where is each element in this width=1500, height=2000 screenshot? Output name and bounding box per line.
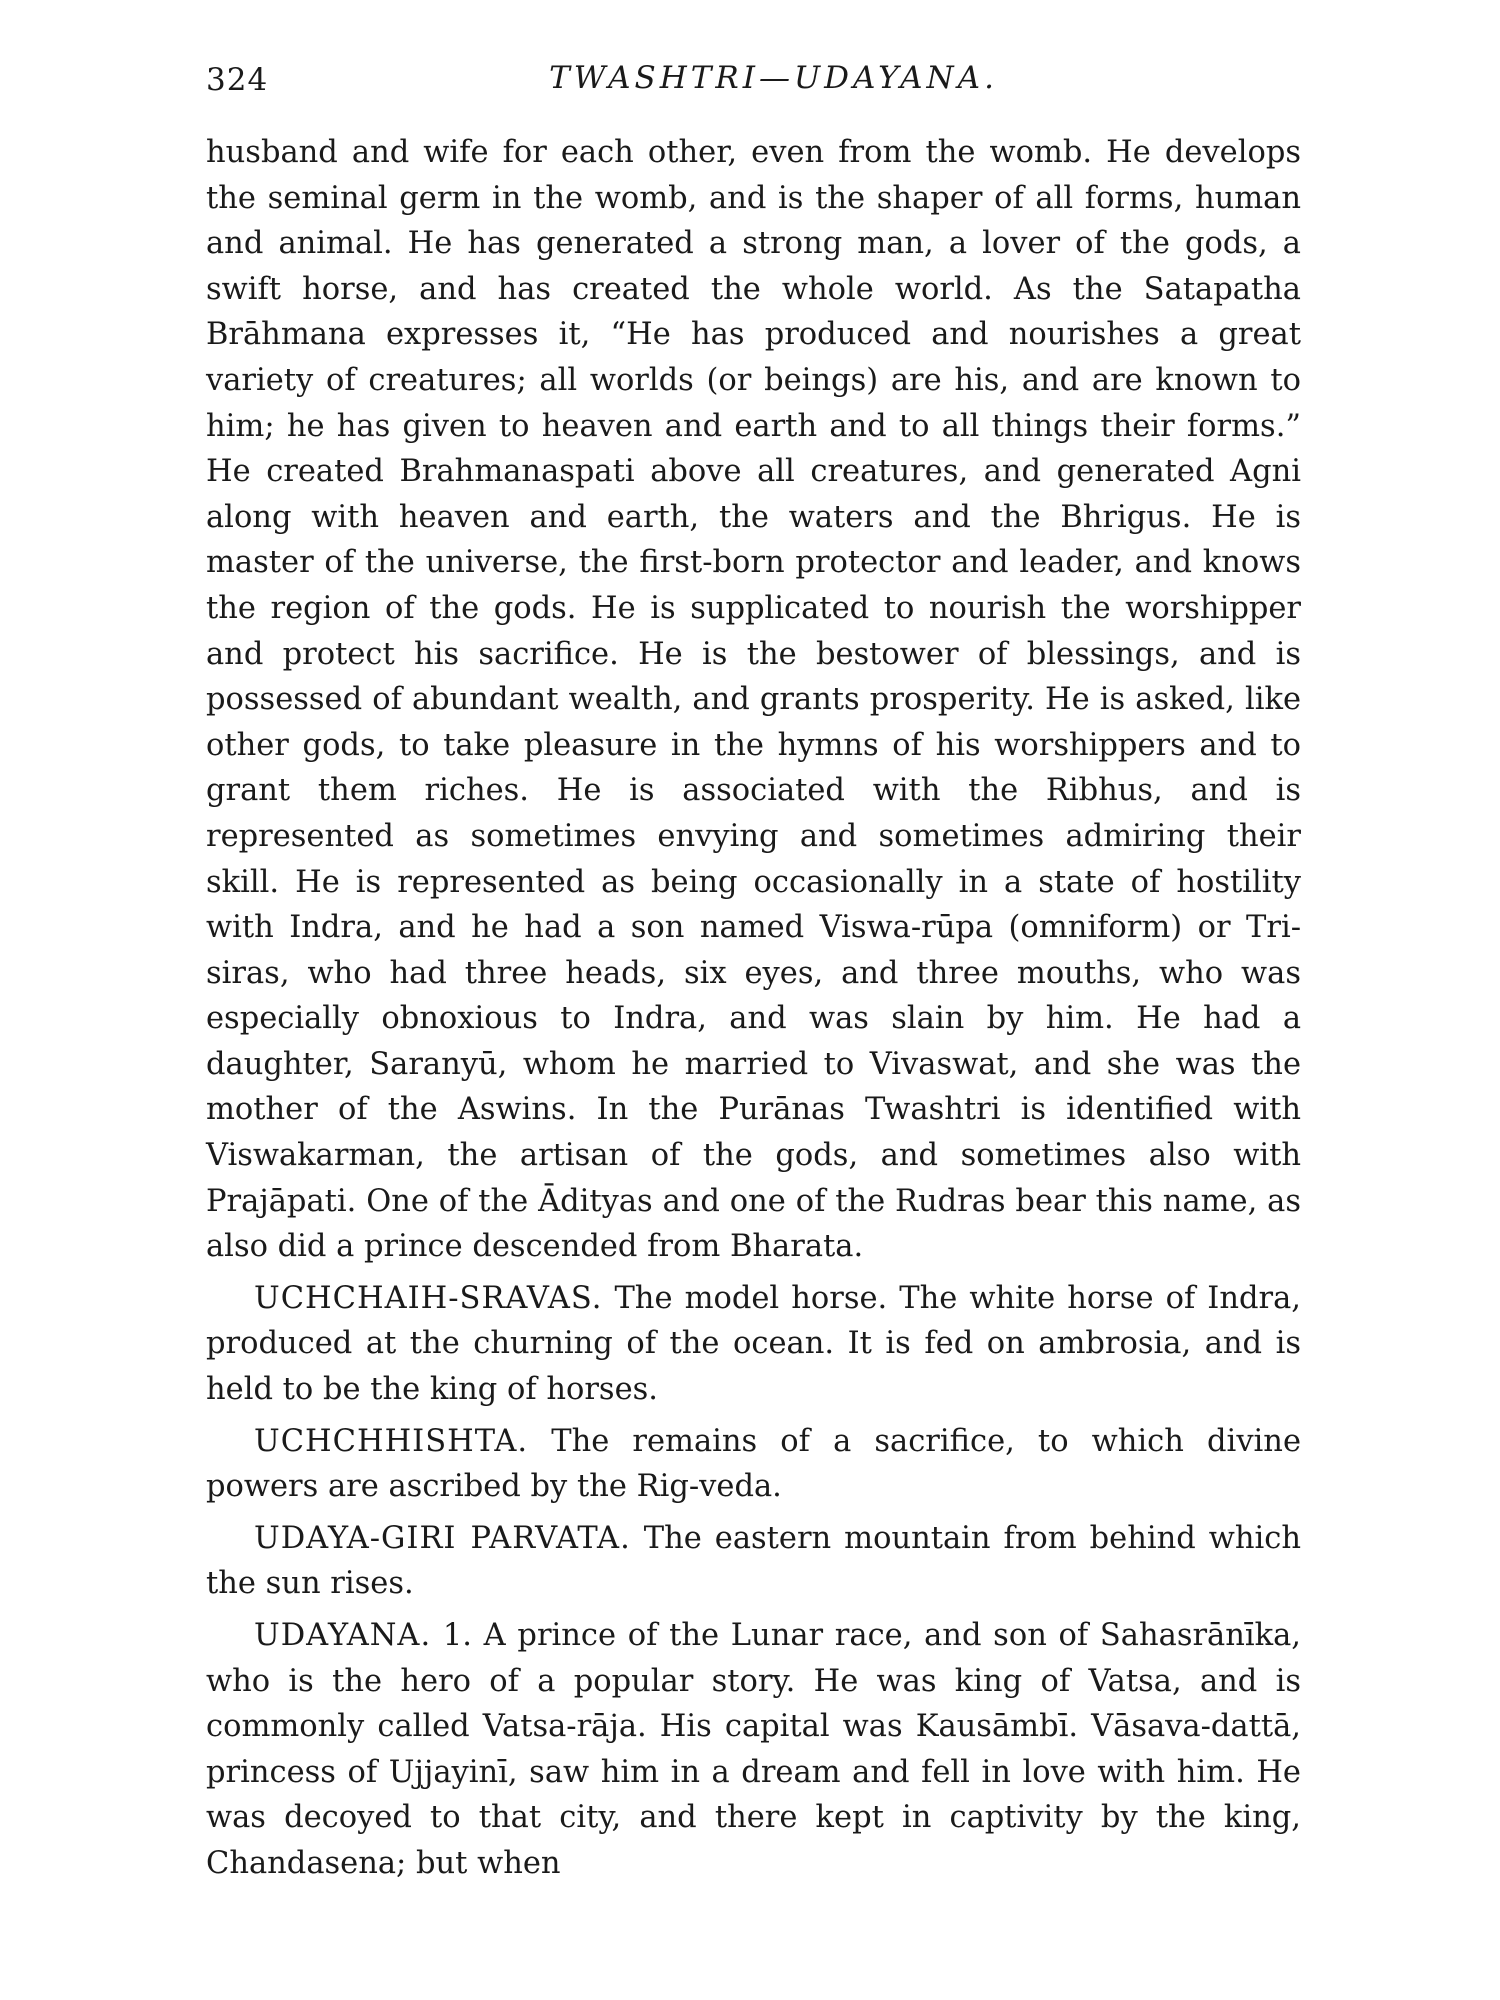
entry-uchchhishta: [206, 1419, 1301, 1510]
page-number: 324: [206, 62, 269, 98]
entry-text: The eastern mountain from behind which the sun rises.: [206, 1520, 1301, 1602]
entry-udayana: [206, 1613, 1301, 1887]
entry-text: The remains of a sacrifice, to which divine powers are ascribed by the Rig-veda.: [206, 1423, 1301, 1505]
running-head: [206, 58, 1301, 110]
entry-headword: UCHCHHISHTA.: [254, 1423, 529, 1459]
book-page: [206, 58, 1301, 1958]
entry-uchchaih-sravas: [206, 1276, 1301, 1413]
continuation-paragraph: husband and wife for each other, even from the womb. He develops the seminal germ in the womb, and is the shaper of all forms, human and animal. He has generated a strong man, a lover of the gods, a swift horse, and has created the whole world. As the Satapatha Brāhmana expresses it, “He has produced and nourishes a great variety of creatures; all worlds (or beings) are his, and are known to him; he has given to heaven and earth and to all things their forms.” He created Brahmanaspati above all creatures, and generated Agni along with heaven and earth, the waters and the Bhrigus. He is master of the universe, the first-born protector and leader, and knows the region of the gods. He is supplicated to nourish the worshipper and protect his sacrifice. He is the bestower of blessings, and is possessed of abundant wealth, and grants prosperity. He is asked, like other gods, to take pleasure in the hymns of his worshippers and to grant them riches. He is associated with the Ribhus, and is represented as sometimes envying and sometimes admiring their skill. He is represented as being occasionally in a state of hostility with Indra, and he had a son named Viswa-rūpa (omniform) or Tri-siras, who had three heads, six eyes, and three mouths, who was especially obnoxious to Indra, and was slain by him. He had a daughter, Saranyū, whom he married to Vivaswat, and she was the mother of the Aswins. In the Purānas Twashtri is identified with Viswakarman, the artisan of the gods, and sometimes also with Prajāpati. One of the Ādityas and one of the Rudras bear this name, as also did a prince descended from Bharata.: [206, 135, 1301, 1265]
entry-text: 1. A prince of the Lunar race, and son of Sahasrānīka, who is the hero of a popular story. He was king of Vatsa, and is commonly called Vatsa-rāja. His capital was Kausāmbī. Vāsava-dattā, princess of Ujjayinī, saw him in a dream and fell in love with him. He was decoyed to that city, and there kept in captivity by the king, Chandasena; but when: [206, 1618, 1301, 1881]
entry-udaya-giri-parvata: [206, 1516, 1301, 1607]
entry-headword: UCHCHAIH-SRAVAS.: [254, 1280, 603, 1316]
running-title: TWASHTRI—UDAYANA.: [549, 60, 998, 96]
entry-text: The model horse. The white horse of Indra, produced at the churning of the ocean. It is fed on ambrosia, and is held to be the king of horses.: [206, 1280, 1301, 1408]
entry-headword: UDAYANA.: [254, 1618, 432, 1653]
entry-headword: UDAYA-GIRI PARVATA.: [254, 1520, 631, 1556]
